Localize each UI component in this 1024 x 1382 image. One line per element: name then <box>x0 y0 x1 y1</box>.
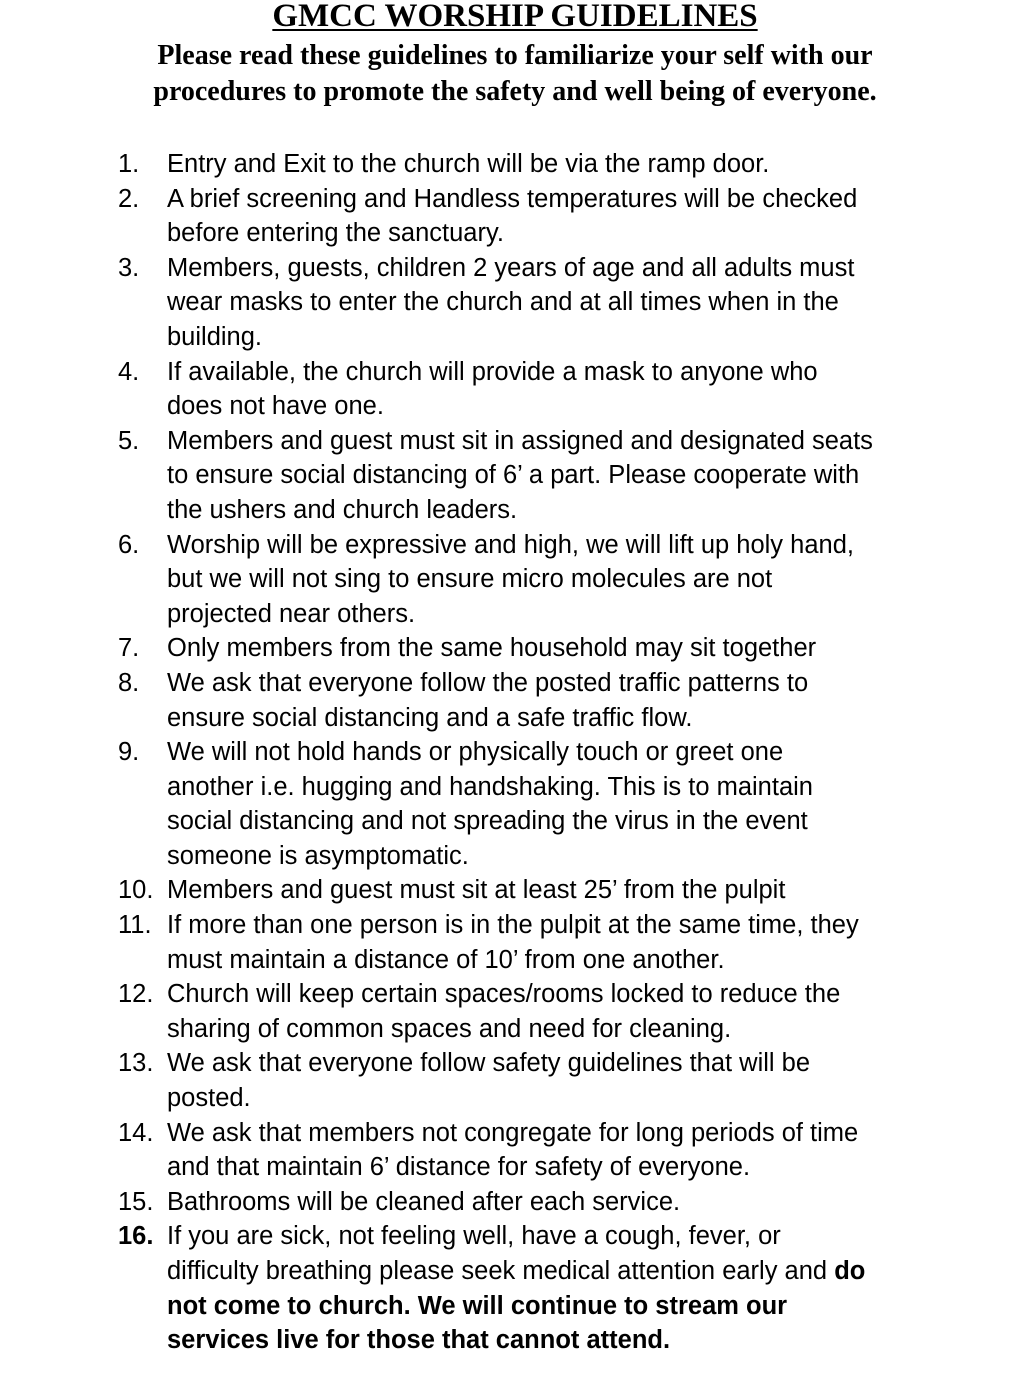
intro-text <box>0 38 1024 110</box>
guideline-item <box>118 528 978 632</box>
guideline-number: 5. <box>118 426 140 455</box>
guideline-number: 12. <box>118 980 154 1009</box>
guideline-text: Members and guest must sit at least 25’ from the pulpit <box>167 876 786 905</box>
guideline-item <box>118 424 978 528</box>
guideline-text: Bathrooms will be cleaned after each service. <box>167 1187 681 1216</box>
guideline-number: 9. <box>118 738 140 767</box>
guideline-text: We will not hold hands or physically touch or greet one another i.e. hugging and handshaking. This is to maintain social distancing and not spreading the virus in the event someone is asymptomatic. <box>167 738 813 870</box>
document-title: GMCC WORSHIP GUIDELINES <box>272 0 758 34</box>
guideline-number: 2. <box>118 184 140 213</box>
guideline-text: If more than one person is in the pulpit at the same time, they must maintain a distance of 10’ from one another. <box>167 911 859 974</box>
guideline-text: We ask that everyone follow safety guidelines that will be posted. <box>167 1049 811 1113</box>
guideline-number: 4. <box>118 357 140 386</box>
guideline-number: 11. <box>118 911 152 940</box>
guideline-text: Worship will be expressive and high, we will lift up holy hand, but we will not sing to ensure micro molecules are not projected near others. <box>167 530 854 628</box>
intro-line-1: Please read these guidelines to familiarize your self with our <box>157 40 873 71</box>
guideline-item <box>118 666 978 735</box>
guideline-item <box>118 908 978 977</box>
guideline-text: Entry and Exit to the church will be via the ramp door. <box>167 150 770 178</box>
guideline-text: We ask that members not congregate for long periods of time and that maintain 6’ distance for safety of everyone. <box>167 1118 859 1182</box>
guideline-number: 8. <box>118 668 140 697</box>
guideline-item <box>118 873 978 908</box>
guideline-text: Church will keep certain spaces/rooms locked to reduce the sharing of common spaces and need for cleaning. <box>167 980 841 1043</box>
guideline-number: 13. <box>118 1049 154 1078</box>
guideline-text-bold: do not come to church. We will continue to stream our services live for those that cannot attend. <box>167 1257 866 1355</box>
guideline-number: 7. <box>118 634 140 663</box>
guideline-text-normal: If you are sick, not feeling well, have a cough, fever, or difficulty breathing please seek medical attention early and <box>167 1222 828 1285</box>
guideline-item <box>118 977 978 1046</box>
guideline-number: 16. <box>118 1222 154 1251</box>
guideline-text <box>167 1219 978 1357</box>
guidelines-list <box>118 147 978 1358</box>
guideline-number: 1. <box>118 150 140 178</box>
guideline-item <box>118 1116 978 1185</box>
guideline-item <box>118 735 978 873</box>
guideline-number: 6. <box>118 530 140 559</box>
guideline-number: 14. <box>118 1118 154 1147</box>
guideline-text: Only members from the same household may sit together <box>167 634 817 663</box>
guideline-item-last <box>118 1219 978 1357</box>
guideline-text: Members and guest must sit in assigned and designated seats to ensure social distancing of 6’ a part. Please cooperate with the ushers and church leaders. <box>167 426 873 524</box>
guideline-item <box>118 1185 978 1220</box>
guideline-number: 10. <box>118 876 154 905</box>
guideline-number: 3. <box>118 253 140 282</box>
guideline-item <box>118 631 978 666</box>
guideline-text: If available, the church will provide a mask to anyone who does not have one. <box>167 357 818 421</box>
guideline-text: We ask that everyone follow the posted traffic patterns to ensure social distancing and a safe traffic flow. <box>167 668 809 732</box>
intro-line-2: procedures to promote the safety and well being of everyone. <box>153 76 877 107</box>
guideline-item <box>118 1046 978 1115</box>
guideline-text: Members, guests, children 2 years of age and all adults must wear masks to enter the church and at all times when in the building. <box>167 253 855 351</box>
guideline-item <box>118 182 978 251</box>
guideline-text: A brief screening and Handless temperatures will be checked before entering the sanctuary. <box>167 184 858 248</box>
guideline-item <box>118 251 978 355</box>
guideline-number: 15. <box>118 1187 154 1216</box>
guideline-item <box>118 355 978 424</box>
guideline-item <box>118 147 978 182</box>
